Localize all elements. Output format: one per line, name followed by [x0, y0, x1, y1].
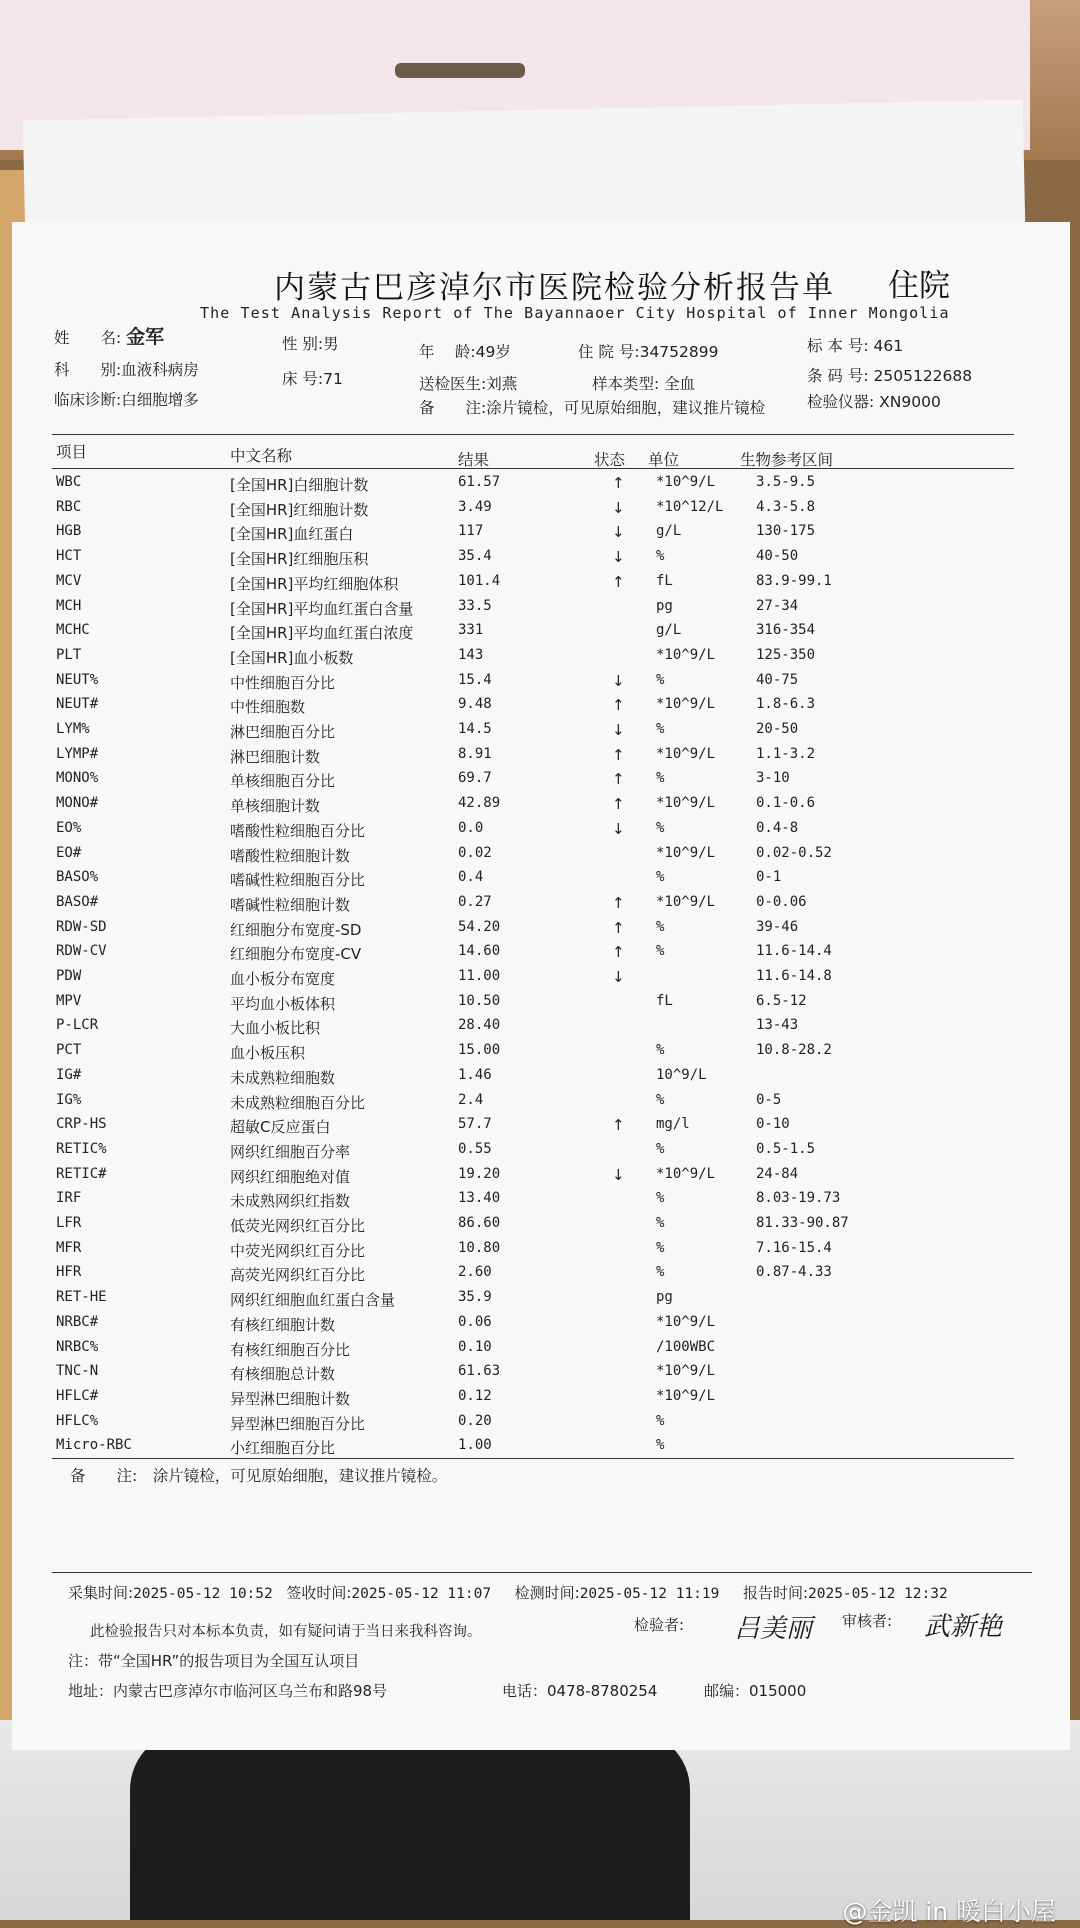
- row-ref: 81.33-90.87: [756, 1215, 849, 1231]
- table-row: [56, 1166, 1036, 1191]
- row-name: 淋巴细胞百分比: [230, 723, 336, 741]
- row-ref: 0.1-0.6: [756, 795, 816, 812]
- header-rule-bottom: [52, 468, 1014, 469]
- table-row: [56, 770, 1036, 795]
- report-type-tag: 住院: [888, 268, 950, 304]
- row-name: 中荧光网织红百分比: [230, 1241, 366, 1260]
- table-row: [56, 672, 1036, 697]
- table-row: [56, 1141, 1036, 1166]
- examiner-label: 检验者:: [634, 1616, 685, 1634]
- disclaimer: 此检验报告只对本标本负责，如有疑问请于当日来我科咨询。: [90, 1624, 482, 1640]
- row-name: 有核细胞总计数: [230, 1365, 336, 1384]
- table-row: [56, 696, 1036, 721]
- row-code: RETIC%: [56, 1140, 107, 1157]
- row-unit: fL: [656, 572, 673, 589]
- table-row: [56, 499, 1036, 524]
- row-name: 中性细胞数: [230, 698, 306, 717]
- row-name: 红细胞分布宽度-CV: [230, 945, 362, 964]
- row-name: 小红细胞百分比: [230, 1439, 336, 1458]
- row-code: WBC: [56, 474, 82, 490]
- row-code: LYM%: [56, 721, 90, 737]
- table-row: [56, 1092, 1036, 1117]
- row-flag: ↑: [612, 572, 625, 591]
- col-status: 状态: [594, 451, 626, 469]
- row-result: 69.7: [458, 770, 492, 787]
- row-name: 大血小板比积: [230, 1019, 321, 1038]
- row-code: MCHC: [56, 622, 90, 639]
- row-unit: %: [656, 918, 665, 935]
- row-unit: mg/l: [656, 1116, 690, 1133]
- row-result: 15.00: [458, 1042, 501, 1059]
- row-ref: 0.87-4.33: [756, 1264, 832, 1281]
- row-unit: *10^9/L: [656, 893, 716, 910]
- row-unit: *10^9/L: [656, 844, 716, 861]
- row-ref: 0-0.06: [756, 893, 807, 910]
- table-row: [56, 523, 1036, 548]
- table-row: [56, 474, 1036, 499]
- report-title-en: The Test Analysis Report of The Bayannaoer City Hospital of Inner Mongolia: [200, 304, 950, 322]
- header-rule-top: [52, 434, 1014, 435]
- row-ref: 0.5-1.5: [756, 1140, 816, 1157]
- row-name: 未成熟粒细胞百分比: [230, 1093, 366, 1112]
- box-clasp: [395, 63, 525, 78]
- row-name: [全国HR]血红蛋白: [230, 525, 354, 544]
- table-row: [56, 1240, 1036, 1265]
- instrument: 检验仪器: XN9000: [807, 393, 941, 411]
- row-unit: *10^12/L: [656, 498, 724, 515]
- phone: 电话：0478-8780254: [502, 1682, 658, 1700]
- hr-note: 注：带“全国HR”的报告项目为全国互认项目: [68, 1652, 360, 1670]
- row-ref: 27-34: [756, 597, 799, 614]
- row-result: 0.27: [458, 893, 492, 910]
- row-ref: 4.3-5.8: [756, 498, 816, 515]
- footer-rule: [52, 1572, 1032, 1573]
- row-flag: ↓: [612, 721, 625, 739]
- row-code: MONO%: [56, 770, 99, 787]
- row-code: TNC-N: [56, 1363, 99, 1380]
- table-row: [56, 622, 1036, 647]
- row-ref: 0.02-0.52: [756, 844, 832, 861]
- table-row: [56, 598, 1036, 623]
- row-ref: 40-50: [756, 548, 799, 565]
- table-row: [56, 548, 1036, 573]
- row-name: 平均血小板体积: [230, 994, 336, 1013]
- row-code: NEUT%: [56, 671, 99, 688]
- row-code: HGB: [56, 523, 82, 540]
- row-result: 11.00: [458, 968, 501, 984]
- row-unit: %: [656, 1239, 665, 1256]
- row-result: 57.7: [458, 1116, 492, 1133]
- row-result: 117: [458, 523, 484, 540]
- table-row: [56, 943, 1036, 968]
- table-row: [56, 647, 1036, 672]
- watermark: @金凯 in 暖白小屋: [842, 1897, 1056, 1926]
- table-row: [56, 573, 1036, 598]
- row-code: HFLC%: [56, 1412, 99, 1429]
- row-ref: 39-46: [756, 918, 799, 935]
- table-row: [56, 1017, 1036, 1042]
- row-flag: ↑: [612, 474, 625, 492]
- row-unit: %: [656, 671, 665, 688]
- row-ref: 40-75: [756, 671, 799, 688]
- row-code: MCH: [56, 597, 82, 614]
- row-ref: 1.8-6.3: [756, 696, 816, 713]
- row-flag: ↓: [612, 498, 625, 517]
- row-result: 331: [458, 622, 484, 639]
- table-row: [56, 1215, 1036, 1240]
- row-unit: *10^9/L: [656, 1363, 716, 1380]
- row-unit: *10^9/L: [656, 696, 716, 713]
- row-unit: %: [656, 943, 665, 960]
- row-ref: 7.16-15.4: [756, 1239, 832, 1256]
- row-flag: ↑: [612, 943, 625, 962]
- department: 科 别:血液科病房: [54, 361, 199, 379]
- table-row: [56, 1190, 1036, 1215]
- row-ref: 0-10: [756, 1116, 790, 1133]
- row-result: 0.4: [458, 869, 484, 886]
- table-rule-bottom: [52, 1458, 1014, 1459]
- col-ref: 生物参考区间: [740, 451, 834, 469]
- table-row: [56, 1264, 1036, 1289]
- table-row: [56, 845, 1036, 870]
- row-code: HFR: [56, 1264, 82, 1281]
- row-unit: /100WBC: [656, 1338, 716, 1355]
- row-result: 143: [458, 646, 484, 663]
- row-unit: 10^9/L: [656, 1066, 707, 1083]
- row-result: 3.49: [458, 498, 492, 515]
- table-row: [56, 1289, 1036, 1314]
- row-name: [全国HR]血小板数: [230, 648, 354, 667]
- row-unit: pg: [656, 1289, 673, 1306]
- row-code: MCV: [56, 572, 82, 589]
- row-name: 嗜酸性粒细胞计数: [230, 846, 351, 865]
- inpatient-number: 住 院 号:34752899: [578, 343, 719, 361]
- dark-object: [130, 1730, 690, 1920]
- row-unit: %: [656, 1140, 665, 1157]
- reviewer-label: 审核者:: [842, 1612, 893, 1630]
- row-result: 28.40: [458, 1017, 501, 1034]
- row-result: 42.89: [458, 795, 501, 812]
- row-unit: g/L: [656, 523, 682, 540]
- row-name: 网织红细胞绝对值: [230, 1167, 351, 1186]
- row-code: EO%: [56, 819, 82, 836]
- row-code: PCT: [56, 1042, 82, 1059]
- table-row: [56, 746, 1036, 771]
- row-name: 高荧光网织红百分比: [230, 1266, 366, 1285]
- row-result: 0.02: [458, 844, 492, 861]
- referring-doctor: 送检医生:刘燕: [419, 375, 518, 393]
- table-row: [56, 968, 1036, 993]
- row-result: 13.40: [458, 1190, 501, 1207]
- row-unit: %: [656, 869, 665, 886]
- row-result: 0.55: [458, 1140, 492, 1157]
- row-result: 61.57: [458, 474, 501, 490]
- row-ref: 6.5-12: [756, 992, 807, 1009]
- row-unit: %: [656, 1215, 665, 1231]
- table-row: [56, 1067, 1036, 1092]
- row-name: 嗜碱性粒细胞计数: [230, 895, 351, 914]
- note-header: 备 注:涂片镜检，可见原始细胞，建议推片镜检: [419, 399, 766, 417]
- row-flag: ↑: [612, 745, 625, 764]
- table-row: [56, 894, 1036, 919]
- row-name: 异型淋巴细胞计数: [230, 1389, 351, 1408]
- row-name: [全国HR]红细胞压积: [230, 550, 369, 569]
- row-result: 35.4: [458, 548, 492, 565]
- row-code: LFR: [56, 1215, 82, 1231]
- row-result: 0.12: [458, 1387, 492, 1404]
- row-code: EO#: [56, 844, 82, 861]
- row-code: CRP-HS: [56, 1116, 107, 1133]
- row-result: 0.20: [458, 1412, 492, 1429]
- col-name: 中文名称: [230, 447, 293, 465]
- table-row: [56, 1314, 1036, 1339]
- postcode: 邮编：015000: [704, 1682, 807, 1700]
- table-row: [56, 1413, 1036, 1438]
- row-name: 血小板分布宽度: [230, 970, 336, 988]
- row-result: 86.60: [458, 1215, 501, 1231]
- table-row: [56, 721, 1036, 746]
- row-code: HFLC#: [56, 1387, 99, 1404]
- row-code: MPV: [56, 992, 82, 1009]
- row-name: 淋巴细胞计数: [230, 747, 321, 766]
- col-result: 结果: [458, 451, 490, 469]
- row-code: RDW-CV: [56, 943, 107, 960]
- row-result: 33.5: [458, 597, 492, 614]
- row-name: 单核细胞计数: [230, 797, 321, 816]
- row-code: BASO#: [56, 893, 99, 910]
- row-ref: 3-10: [756, 770, 790, 787]
- row-result: 54.20: [458, 918, 501, 935]
- lab-report-sheet: [12, 222, 1070, 1750]
- row-code: BASO%: [56, 869, 99, 886]
- row-result: 0.0: [458, 819, 484, 836]
- row-name: 有核红细胞计数: [230, 1315, 336, 1334]
- row-ref: 83.9-99.1: [756, 572, 832, 589]
- row-unit: fL: [656, 992, 673, 1009]
- row-unit: %: [656, 1437, 665, 1454]
- table-row: [56, 919, 1036, 944]
- row-name: 未成熟粒细胞数: [230, 1068, 336, 1087]
- row-code: RETIC#: [56, 1165, 107, 1182]
- row-result: 8.91: [458, 745, 492, 762]
- row-result: 0.10: [458, 1338, 492, 1355]
- address: 地址：内蒙古巴彦淖尔市临河区乌兰布和路98号: [68, 1682, 388, 1700]
- row-result: 101.4: [458, 572, 501, 589]
- sample-type: 样本类型: 全血: [592, 375, 696, 393]
- row-name: 有核红细胞百分比: [230, 1340, 351, 1359]
- row-code: NRBC%: [56, 1338, 99, 1355]
- row-flag: ↓: [612, 548, 625, 567]
- row-ref: 316-354: [756, 622, 816, 639]
- row-name: 未成熟网织红指数: [230, 1192, 351, 1211]
- row-name: 中性细胞百分比: [230, 673, 336, 692]
- table-row: [56, 820, 1036, 845]
- row-ref: 130-175: [756, 523, 816, 540]
- row-ref: 0-1: [756, 869, 782, 886]
- row-name: 超敏C反应蛋白: [230, 1118, 331, 1137]
- row-ref: 8.03-19.73: [756, 1190, 841, 1207]
- row-code: RDW-SD: [56, 918, 107, 935]
- table-row: [56, 1363, 1036, 1388]
- patient-sex: 性 别:男: [282, 335, 339, 353]
- row-code: IG#: [56, 1066, 82, 1083]
- table-row: [56, 795, 1036, 820]
- col-item: 项目: [56, 443, 88, 461]
- row-code: PLT: [56, 646, 82, 663]
- col-unit: 单位: [648, 451, 680, 469]
- row-result: 2.60: [458, 1264, 492, 1281]
- row-unit: *10^9/L: [656, 1313, 716, 1330]
- row-name: 网织红细胞百分率: [230, 1142, 351, 1161]
- row-ref: 3.5-9.5: [756, 474, 816, 490]
- row-unit: %: [656, 1091, 665, 1108]
- table-row: [56, 993, 1036, 1018]
- row-ref: 13-43: [756, 1017, 799, 1034]
- row-flag: ↓: [612, 819, 625, 838]
- row-ref: 0-5: [756, 1091, 782, 1108]
- row-code: MFR: [56, 1239, 82, 1256]
- row-result: 19.20: [458, 1165, 501, 1182]
- patient-age: 年 龄:49岁: [419, 343, 511, 361]
- row-result: 9.48: [458, 696, 492, 713]
- row-flag: ↓: [612, 523, 625, 542]
- row-flag: ↑: [612, 1116, 625, 1135]
- row-code: IG%: [56, 1091, 82, 1108]
- row-unit: *10^9/L: [656, 795, 716, 812]
- row-ref: 1.1-3.2: [756, 745, 816, 762]
- row-code: PDW: [56, 968, 82, 984]
- row-ref: 11.6-14.8: [756, 968, 832, 984]
- row-code: LYMP#: [56, 745, 99, 762]
- row-flag: ↑: [612, 918, 625, 937]
- timestamps: 采集时间:2025-05-12 10:52 签收时间:2025-05-12 11:07 检测时间:2025-05-12 11:19 报告时间:2025-05-12 12:32: [68, 1584, 948, 1602]
- row-unit: *10^9/L: [656, 745, 716, 762]
- row-unit: %: [656, 721, 665, 737]
- table-row: [56, 1116, 1036, 1141]
- row-code: RBC: [56, 498, 82, 515]
- row-unit: %: [656, 1264, 665, 1281]
- row-code: MONO#: [56, 795, 99, 812]
- row-unit: %: [656, 819, 665, 836]
- row-unit: pg: [656, 597, 673, 614]
- row-name: [全国HR]平均血红蛋白浓度: [230, 624, 414, 643]
- row-flag: ↑: [612, 795, 625, 814]
- row-result: 14.5: [458, 721, 492, 737]
- row-name: 单核细胞百分比: [230, 772, 336, 791]
- row-result: 10.80: [458, 1239, 501, 1256]
- row-code: Micro-RBC: [56, 1437, 132, 1454]
- row-ref: 20-50: [756, 721, 799, 737]
- row-result: 2.4: [458, 1091, 484, 1108]
- row-ref: 10.8-28.2: [756, 1042, 832, 1059]
- row-unit: g/L: [656, 622, 682, 639]
- row-result: 61.63: [458, 1363, 501, 1380]
- clinical-diagnosis: 临床诊断:白细胞增多: [54, 391, 199, 409]
- row-code: NRBC#: [56, 1313, 99, 1330]
- row-code: NEUT#: [56, 696, 99, 713]
- row-name: [全国HR]白细胞计数: [230, 476, 369, 494]
- row-name: 异型淋巴细胞百分比: [230, 1414, 366, 1433]
- row-result: 35.9: [458, 1289, 492, 1306]
- row-flag: ↓: [612, 1165, 625, 1184]
- row-result: 1.46: [458, 1066, 492, 1083]
- table-row: [56, 1042, 1036, 1067]
- remark: 备 注: 涂片镜检，可见原始细胞，建议推片镜检。: [70, 1467, 448, 1485]
- row-name: 嗜碱性粒细胞百分比: [230, 871, 366, 890]
- row-result: 0.06: [458, 1313, 492, 1330]
- report-title-cn: 内蒙古巴彦淖尔市医院检验分析报告单: [274, 270, 835, 306]
- sample-number: 标 本 号: 461: [807, 337, 904, 355]
- row-code: IRF: [56, 1190, 82, 1207]
- row-flag: ↑: [612, 770, 625, 789]
- row-name: [全国HR]红细胞计数: [230, 500, 369, 519]
- row-unit: %: [656, 770, 665, 787]
- row-unit: *10^9/L: [656, 474, 716, 490]
- reviewer-signature: 武新艳: [924, 1612, 1003, 1642]
- row-ref: 24-84: [756, 1165, 799, 1182]
- row-result: 1.00: [458, 1437, 492, 1454]
- row-unit: %: [656, 1042, 665, 1059]
- row-unit: *10^9/L: [656, 1165, 716, 1182]
- row-name: 血小板压积: [230, 1044, 306, 1063]
- table-row: [56, 869, 1036, 894]
- row-code: HCT: [56, 548, 82, 565]
- row-unit: %: [656, 1190, 665, 1207]
- row-name: 红细胞分布宽度-SD: [230, 920, 362, 939]
- table-row: [56, 1339, 1036, 1364]
- row-unit: *10^9/L: [656, 646, 716, 663]
- row-flag: ↓: [612, 671, 625, 690]
- row-unit: %: [656, 548, 665, 565]
- patient-name: 姓 名: 金军: [54, 326, 165, 348]
- row-code: RET-HE: [56, 1289, 107, 1306]
- row-ref: 0.4-8: [756, 819, 799, 836]
- row-result: 15.4: [458, 671, 492, 688]
- row-flag: ↑: [612, 696, 625, 715]
- row-name: 网织红细胞血红蛋白含量: [230, 1291, 396, 1310]
- row-ref: 125-350: [756, 646, 816, 663]
- row-result: 10.50: [458, 992, 501, 1009]
- row-name: 嗜酸性粒细胞百分比: [230, 821, 366, 840]
- row-unit: %: [656, 1412, 665, 1429]
- row-flag: ↑: [612, 893, 625, 912]
- row-ref: 11.6-14.4: [756, 943, 832, 960]
- examiner-signature: 吕美丽: [734, 1614, 813, 1644]
- row-code: P-LCR: [56, 1017, 99, 1034]
- row-name: 低荧光网织红百分比: [230, 1217, 366, 1235]
- row-unit: *10^9/L: [656, 1387, 716, 1404]
- row-result: 14.60: [458, 943, 501, 960]
- barcode-number: 条 码 号: 2505122688: [807, 367, 973, 385]
- table-row: [56, 1388, 1036, 1413]
- row-name: [全国HR]平均红细胞体积: [230, 574, 399, 593]
- row-name: [全国HR]平均血红蛋白含量: [230, 599, 414, 618]
- row-flag: ↓: [612, 968, 625, 986]
- bed-number: 床 号:71: [282, 370, 343, 388]
